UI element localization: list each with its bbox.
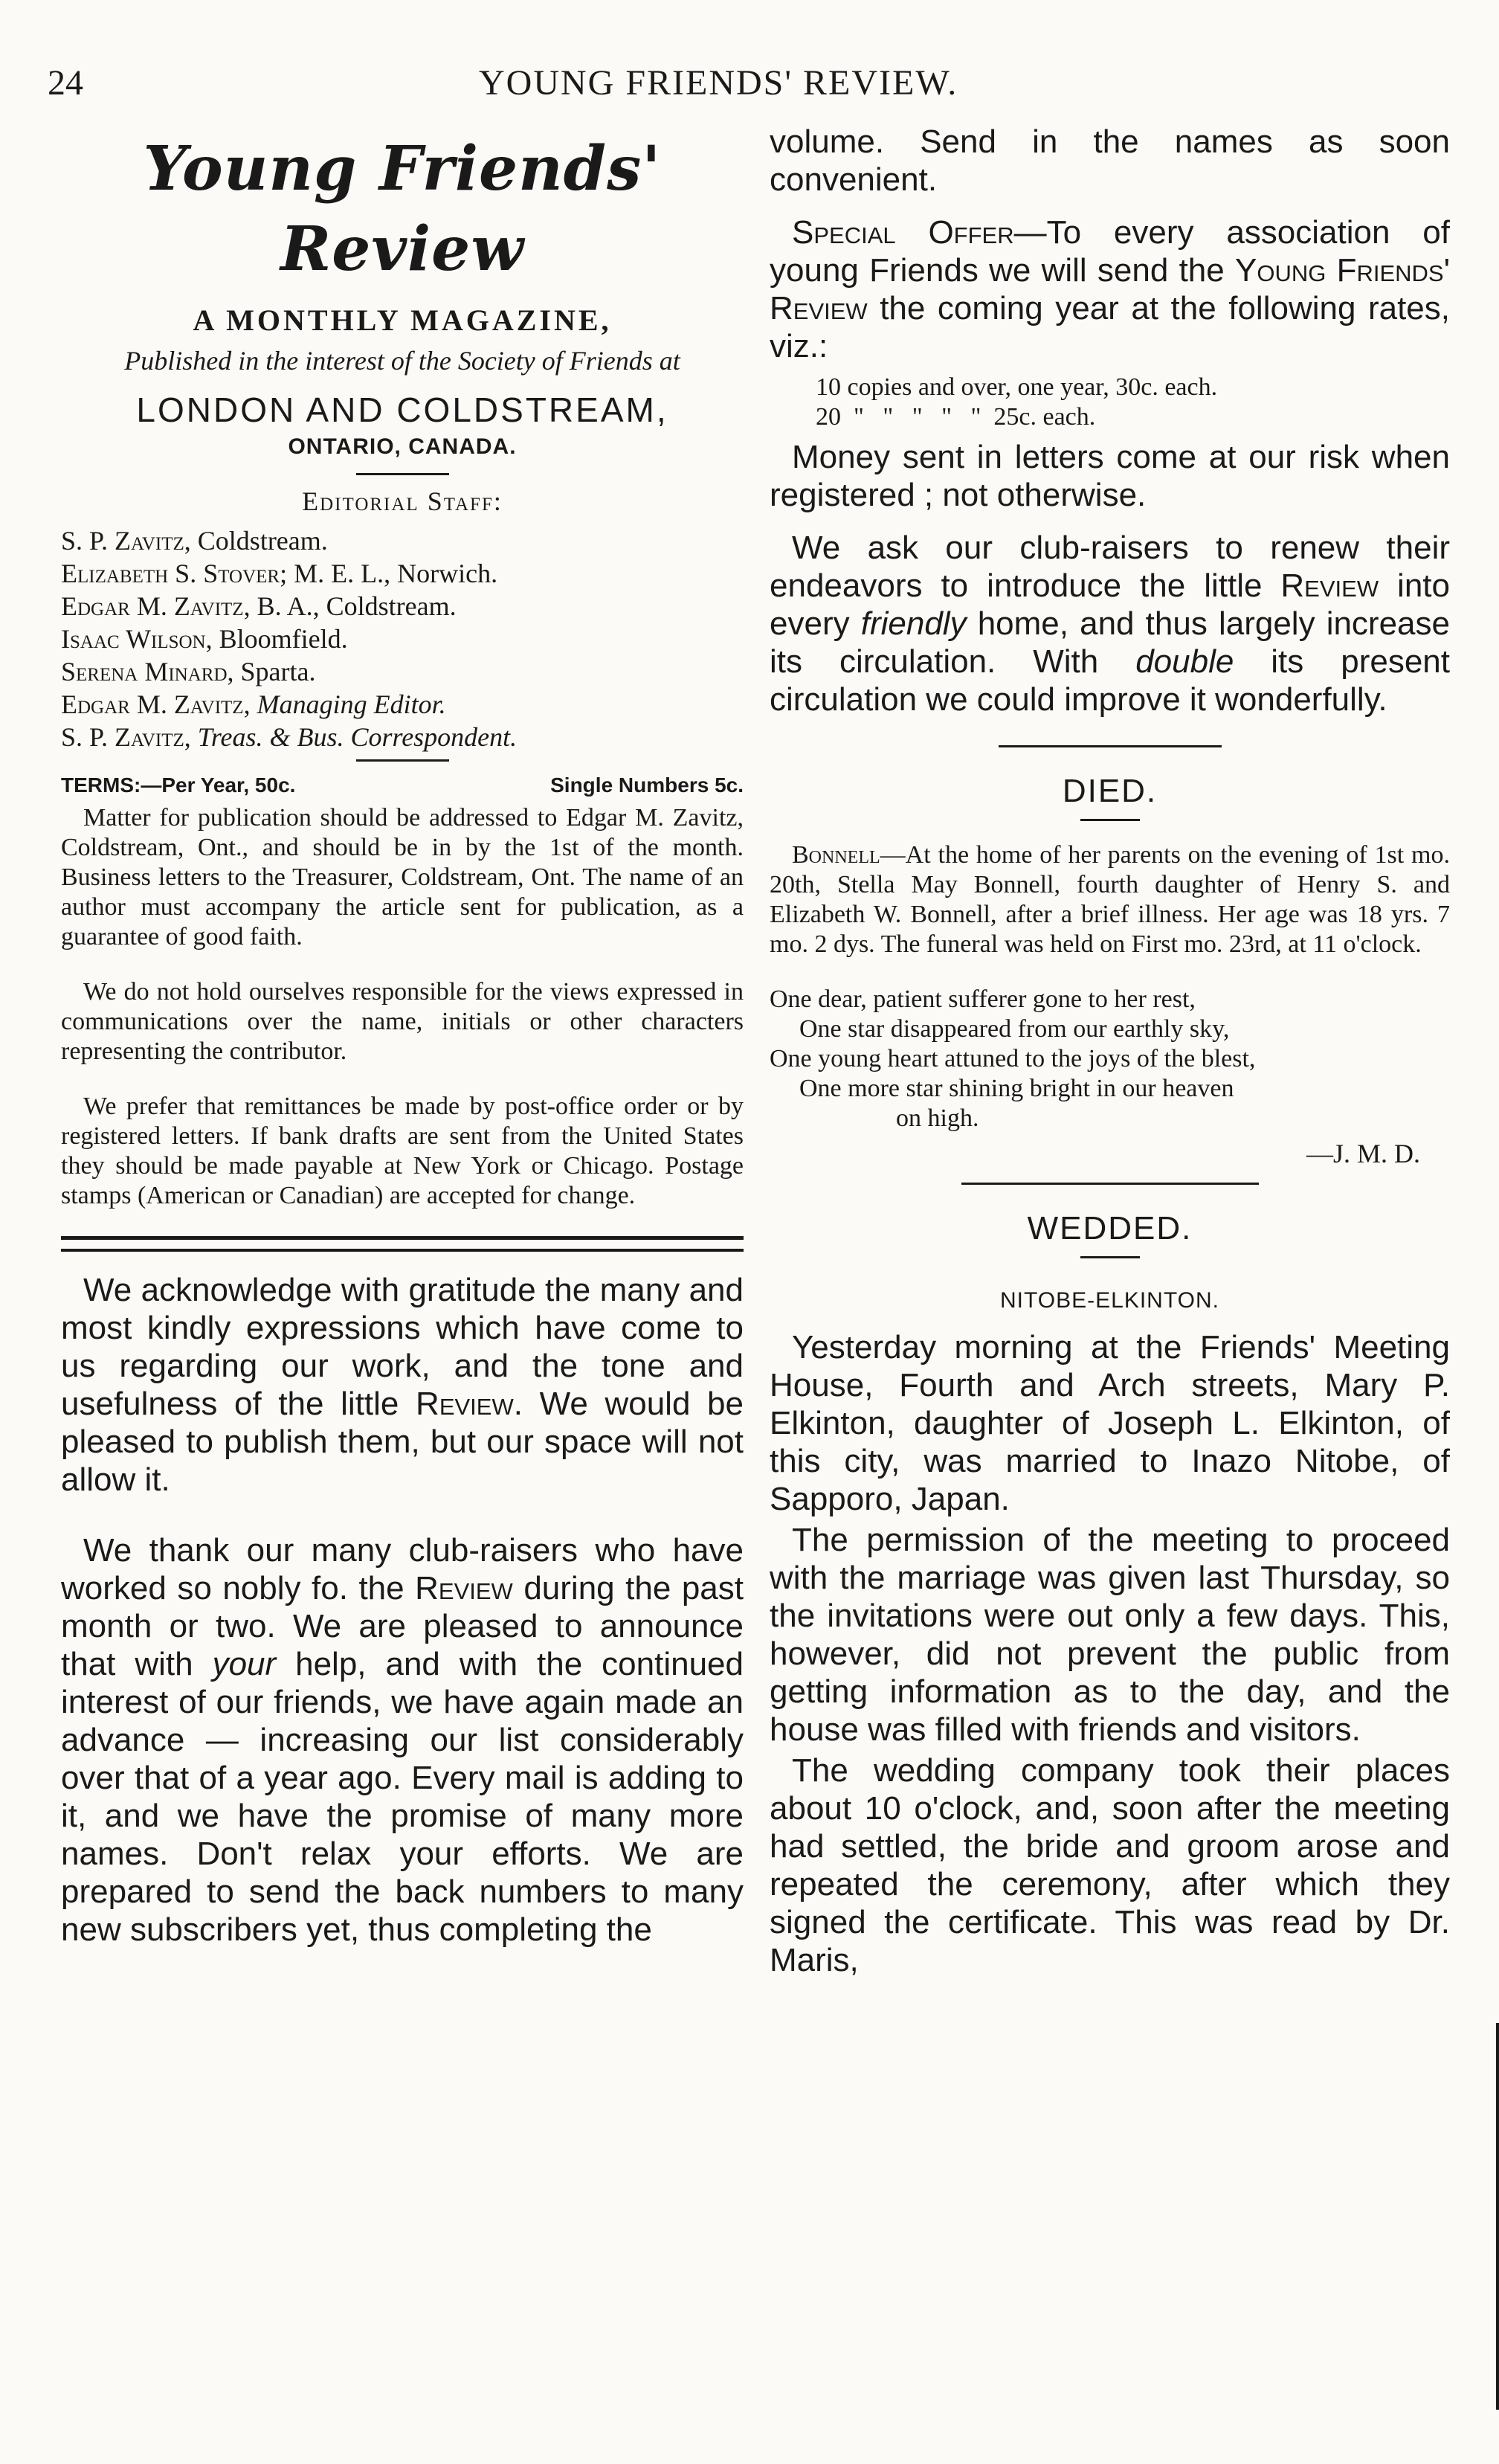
location: LONDON AND COLDSTREAM,: [136, 390, 668, 429]
staff-member: Edgar M. Zavitz, Managing Editor.: [61, 689, 446, 719]
poem: [770, 985, 1450, 1133]
wedded-heading: WEDDED.: [1027, 1210, 1193, 1247]
poem-line: on high.: [896, 1104, 979, 1132]
wedding-paragraph: Yesterday morning at the Friends' Meeting House, Fourth and Arch streets, Mary P. Elkinton, daughter of Joseph L. Elkinton, of this city, was married to Inazo Nitobe, of Sapporo, Japan.: [770, 1329, 1450, 1517]
poem-line: One dear, patient sufferer gone to her rest,: [770, 985, 1196, 1013]
obituary: Bonnell—At the home of her parents on the evening of 1st mo. 20th, Stella May Bonnell, fourth daughter of Henry S. and Elizabeth W. Bonnell, after a brief illness. Her age was 18 yrs. 7 mo. 2 dys. The funeral was held on First mo. 23rd, at 11 o'clock.: [770, 841, 1450, 958]
section-rule: [961, 1183, 1259, 1185]
staff-member: S. P. Zavitz, Treas. & Bus. Correspondent.: [61, 722, 518, 752]
wedding-paragraph: The wedding company took their places about 10 o'clock, and, soon after the meeting had settled, the bride and groom arose and repeated the ceremony, after which they signed the certificate. This was read by Dr. Maris,: [770, 1752, 1450, 1978]
staff-member: Edgar M. Zavitz, B. A., Coldstream.: [61, 591, 457, 621]
masthead-subtitle: A MONTHLY MAGAZINE,: [193, 303, 612, 337]
poem-line: One young heart attuned to the joys of the blest,: [770, 1045, 1256, 1072]
terms-single: Single Numbers 5c.: [550, 773, 744, 797]
rate-line: 10 copies and over, one year, 30c. each.: [816, 373, 1218, 401]
continuation-text: volume. Send in the names as soon convenient.: [770, 123, 1450, 198]
poem-line: One more star shining bright in our heaven: [799, 1075, 1234, 1102]
staff-heading: Editorial Staff:: [302, 486, 503, 516]
divider: [356, 473, 449, 475]
notice-paragraph: We do not hold ourselves responsible for the views expressed in communications over the name, initials or other characters representing the contributor.: [61, 978, 744, 1065]
editorial-paragraph: We thank our many club-raisers who have worked so nobly fo. the Review during the past month or two. We are pleased to announce that with your help, and with the continued interest of our friends, we have again made an advance — increasing our list considerably over that of a year ago. Every mail is adding to it, and we have the promise of many more names. Don't relax your efforts. We are prepared to send the back numbers to many new subscribers yet, thus completing the: [61, 1532, 744, 1948]
double-rule: [61, 1236, 744, 1252]
staff-member: Elizabeth S. Stover; M. E. L., Norwich.: [61, 559, 498, 588]
right-column: [770, 123, 1450, 1979]
editorial-paragraph: We acknowledge with gratitude the many and most kindly expressions which have come to us regarding our work, and the tone and usefulness of the little Review. We would be pleased to publish them, but our space will not allow it.: [61, 1272, 744, 1498]
notice-paragraph: Matter for publication should be addressed to Edgar M. Zavitz, Coldstream, Ont., and should be in by the 1st of the month. Business letters to the Treasurer, Coldstream, Ont. The name of an author must accompany the article sent for publication, as a guarantee of good faith.: [61, 804, 744, 950]
rate-line: 20 " " " " " 25c. each.: [816, 403, 1096, 431]
money-note: Money sent in letters come at our risk when registered ; not otherwise.: [770, 439, 1450, 513]
notice-paragraph: We prefer that remittances be made by post-office order or by registered letters. If bank drafts are sent from the United States they should be made payable at New York or Chicago. Postage stamps (American or Canadian) are accepted for change.: [61, 1093, 744, 1209]
country: ONTARIO, CANADA.: [288, 434, 517, 459]
signature: —J. M. D.: [1306, 1139, 1420, 1168]
wedding-names: NITOBE-ELKINTON.: [1000, 1288, 1219, 1313]
section-rule: [999, 745, 1222, 747]
rates: [770, 373, 1450, 432]
wedding-paragraph: The permission of the meeting to proceed with the marriage was given last Thursday, so the invitations were out only a few days. This, however, did not prevent the public from getting information as to the day, and the house was filled with friends and visitors.: [770, 1522, 1450, 1748]
staff-member: S. P. Zavitz, Coldstream.: [61, 526, 328, 556]
divider: [1080, 819, 1140, 821]
masthead-title: Young Friends' Review: [143, 133, 662, 285]
staff-list: [61, 524, 744, 753]
staff-member: Serena Minard, Sparta.: [61, 657, 316, 686]
left-column: [61, 123, 744, 1981]
died-heading: DIED.: [1062, 773, 1158, 809]
staff-member: Isaac Wilson, Bloomfield.: [61, 624, 348, 654]
page-number: 24: [48, 63, 83, 103]
divider: [356, 759, 449, 762]
special-offer: Special Offer—To every association of young Friends we will send the Young Friends' Review the coming year at the following rates, viz.:: [770, 214, 1450, 364]
terms-yearly: TERMS:—Per Year, 50c.: [61, 773, 296, 797]
published-line: Published in the interest of the Society of Friends at: [124, 346, 680, 376]
club-raisers-note: We ask our club-raisers to renew their endeavors to introduce the little Review into every friendly home, and thus largely increase its circulation. With double its present circulation we could improve it wonderfully.: [770, 530, 1450, 718]
poem-line: One star disappeared from our earthly sky,: [799, 1015, 1230, 1043]
running-head: [48, 62, 1453, 107]
page-edge-mark: [1496, 2023, 1499, 2410]
divider: [1080, 1256, 1140, 1258]
running-title: YOUNG FRIENDS' REVIEW.: [479, 63, 958, 103]
terms: [61, 773, 744, 797]
